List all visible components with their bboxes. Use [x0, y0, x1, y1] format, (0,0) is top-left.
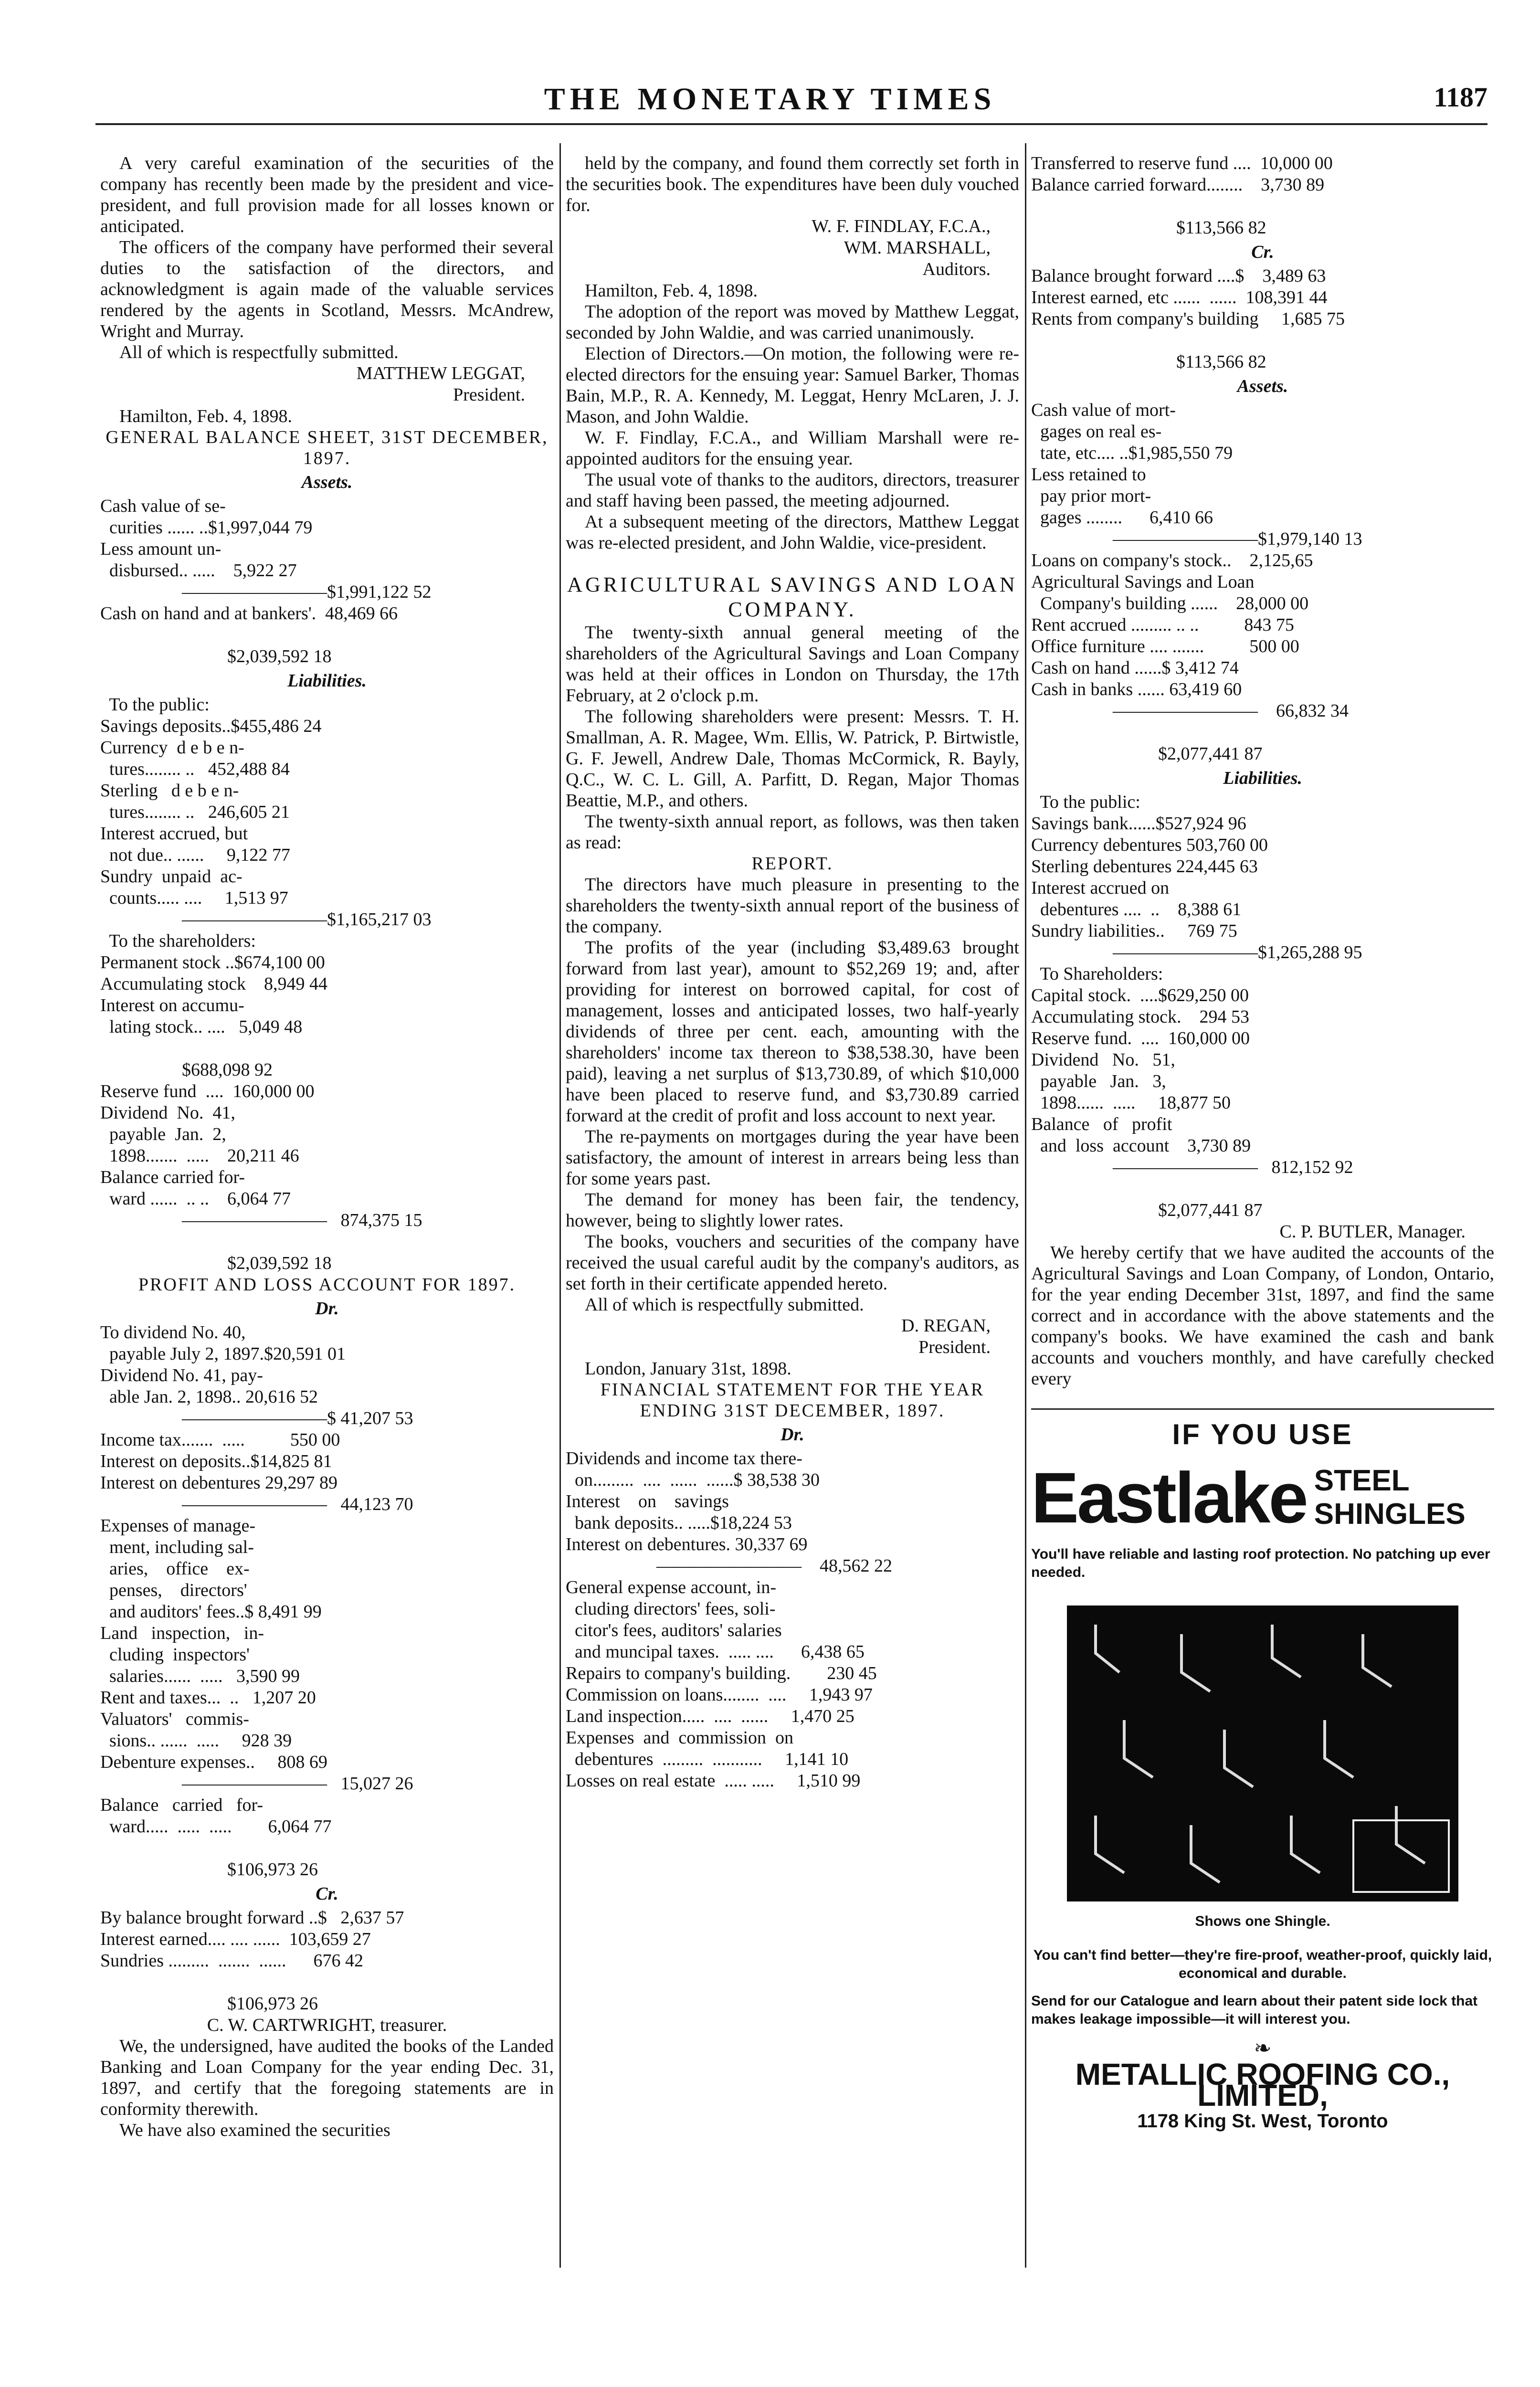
ledger-assets: Cash value of mort- gages on real es- tate, etc.... ..$1,985,550 79 Less retained to pay prior mort- gages ........ 6,410 66 ————————$1,979,140 13 Loans on company's stock.. 2,125,65 Agricultural Savings and Loan Company's building ...... 28,000 00 Rent accrued ......... .. .. 843 75 Office furniture .... ....... 500 00 Cash on hand ......$ 3,412 74 Cash in banks ...... 63,419 60 ———————— 66,832 34 $2,077,441 87 — [1031, 400, 1362, 764]
advertisement — [1031, 1408, 1494, 2132]
paragraph: The following shareholders were present: Messrs. T. H. Smallman, A. R. Magee, Wm. Ellis, W. Patrick, P. Birtwistle, G. F. Jewell, Andrew Dale, Thomas McCormick, R. Bayly, Q.C., W. C. L. Gill, A. Parfitt, D. Regan, Major Thomas Beattie, M.P., and others. — [566, 707, 1019, 811]
ledger-debit: Dividends and income tax there- on......... .... ...... ......$ 38,538 30 Interest on savings bank deposits.. .....$18,224 53 Interest on debentures. 30,337 69 ———————— 48,562 22 General expense account, in- cluding directors' fees, soli- citor's fees, auditors' salaries and muncipal taxes. ..... .... 6,438 65 Repairs to company's building. 230 45 Commission on loans........ .... 1,943 97 Land inspection..... .... ...... 1,470 25 Expenses and commission on debentures ......... ........... 1,141 10 Losses on real estate ..... ..... 1,510 99 — [566, 1448, 892, 1791]
paragraph: The profits of the year (including $3,489.63 brought forward from last year), amount to $52,269 19; and, after providing for interest on borrowed capital, for cost of management, losses and anticipated losses, two half-yearly dividends of three per cent. each, amounting with the shareholders' income tax thereon to $38,538.30, have been paid), leaving a net surplus of $13,730.89, of which $10,000 have been placed to reserve fund, and $3,730.89 carried forward at the credit of profit and loss account to next year. — [566, 938, 1019, 1126]
shingle-pattern-icon — [1067, 1605, 1458, 1901]
dateline: Hamilton, Feb. 4, 1898. — [585, 281, 758, 301]
ad-company: METALLIC ROOFING CO., LIMITED, — [1075, 2057, 1450, 2112]
section-title: FINANCIAL STATEMENT FOR THE YEAR ENDING 31ST DECEMBER, 1897. — [600, 1380, 985, 1421]
ledger-credit: By balance brought forward ..$ 2,637 57 Interest earned.... .... ...... 103,659 27 Sundries ......... ....... ...... 676 42 $106,973 26 — [100, 1908, 404, 2014]
ad-tag-line: STEEL — [1314, 1464, 1410, 1497]
paragraph: We have also examined the securities — [119, 2120, 390, 2140]
section-title: GENERAL BALANCE SHEET, 31ST DECEMBER, 1897. — [105, 427, 548, 468]
column-1 — [100, 153, 554, 2141]
section-heading: Cr. — [316, 1884, 338, 1904]
signature: D. REGAN, President. — [901, 1316, 991, 1357]
section-title: PROFIT AND LOSS ACCOUNT FOR 1897. — [138, 1275, 516, 1295]
paragraph: Election of Directors.—On motion, the following were re-elected directors for the ensuing year: Samuel Barker, Thomas Bain, M.P., R. A. Kennedy, M. Leggat, Henry McLaren, J. J. Mason, and John Waldie. — [566, 344, 1019, 427]
signature: C. W. CARTWRIGHT, treasurer. — [207, 2015, 447, 2035]
section-heading: REPORT. — [751, 854, 833, 874]
column-2 — [566, 153, 1019, 1792]
paragraph: The adoption of the report was moved by Matthew Leggat, seconded by John Waldie, and was carried unanimously. — [566, 302, 1019, 343]
dateline: London, January 31st, 1898. — [585, 1359, 791, 1379]
ad-address: 1178 King St. West, Toronto — [1137, 2111, 1388, 2132]
paragraph: The demand for money has been fair, the tendency, however, being to slightly lower rates. — [566, 1190, 1019, 1231]
dateline: Hamilton, Feb. 4, 1898. — [119, 406, 293, 426]
paragraph: The twenty-sixth annual general meeting of the shareholders of the Agricultural Savings and Loan Company was held at their offices in London on Thursday, the 17th February, at 2 o'clock p.m. — [566, 623, 1019, 706]
masthead — [0, 72, 1540, 129]
ad-caption: Shows one Shingle. — [1195, 1913, 1330, 1929]
ledger-assets: Cash value of se- curities ...... ..$1,997,044 79 Less amount un- disbursed.. ..... 5,922 27 ————————$1,991,122 52 Cash on hand and at bankers'. 48,469 66 $2,039,592 18 — [100, 496, 432, 666]
paragraph: All of which is respectfully submitted. — [585, 1295, 864, 1315]
ad-text: Send for our Catalogue and learn about their patent side lock that makes leakage impossible—it will interest you. — [1031, 1993, 1478, 2027]
section-heading: Assets. — [1237, 376, 1288, 396]
ad-text: You can't find better—they're fire-proof, weather-proof, quickly laid, economical and durable. — [1033, 1947, 1492, 1981]
article-title: AGRICULTURAL SAVINGS AND LOAN COMPANY. — [567, 573, 1018, 621]
masthead-rule — [95, 123, 1487, 125]
section-heading: Cr. — [1251, 242, 1274, 262]
paragraph: A very careful examination of the securities of the company has recently been made by the president and vice-president, and full provision made for all losses known or anticipated. — [100, 153, 554, 236]
section-heading: Liabilities. — [1223, 768, 1302, 788]
signature: C. P. BUTLER, Manager. — [1279, 1222, 1466, 1242]
ad-tag-line: SHINGLES — [1314, 1498, 1466, 1531]
paragraph: The re-payments on mortgages during the year have been satisfactory, the amount of interest in arrears being less than for some years past. — [566, 1127, 1019, 1189]
column-divider — [1025, 143, 1026, 2268]
paragraph: The directors have much pleasure in presenting to the shareholders the twenty-sixth annual report of the business of the company. — [566, 875, 1019, 937]
signature: MATTHEW LEGGAT, President. — [356, 363, 525, 405]
masthead-title: THE MONETARY TIMES — [544, 82, 996, 116]
paragraph: The officers of the company have performed their several duties to the satisfaction of the directors, and acknowledgment is again made of the valuable services rendered by the agents in Scotland, Messrs. McAndrew, Wright and Murray. — [100, 237, 554, 341]
paragraph: The twenty-sixth annual report, as follows, was then taken as read: — [566, 812, 1019, 853]
section-heading: Dr. — [315, 1299, 339, 1319]
ledger-credit: Balance brought forward ....$ 3,489 63 Interest earned, etc ...... ...... 108,391 44 Rents from company's building 1,685 75 $113,566 82 — [1031, 266, 1345, 372]
paragraph: At a subsequent meeting of the directors, Matthew Leggat was re-elected president, and John Waldie, vice-president. — [566, 512, 1019, 553]
paragraph: The usual vote of thanks to the auditors, directors, treasurer and staff having been passed, the meeting adjourned. — [566, 470, 1019, 511]
ledger-debit: To dividend No. 40, payable July 2, 1897.$20,591 01 Dividend No. 41, pay- able Jan. 2, 1898.. 20,616 52 ————————$ 41,207 53 Income tax....... ..... 550 00 Interest on deposits..$14,825 81 Interest on debentures 29,297 89 ———————— 44,123 70 Expenses of manage- ment, including sal- aries, office ex- penses, directors' and auditors' fees..$ 8,491 99 Land inspection, in- cluding inspectors' salaries...... ..... 3,590 99 Rent and taxes... .. 1,207 20 Valuators' commis- sions.. ...... ..... 928 39 Debenture expenses.. 808 69 ———————— 15,027 26 Balance carried for- ward..... ..... ..... 6,064 77 $106,973 26 — [100, 1322, 413, 1880]
section-heading: Liabilities. — [287, 671, 367, 691]
column-divider — [559, 143, 561, 2268]
ad-text: You'll have reliable and lasting roof protection. No patching up ever needed. — [1031, 1546, 1490, 1580]
column-3 — [1031, 153, 1494, 2132]
ad-brand — [1031, 1459, 1494, 1536]
signature: W. F. FINDLAY, F.C.A., WM. MARSHALL, Auditors. — [812, 216, 991, 279]
ledger-liabilities: To the public: Savings deposits..$455,486 24 Currency d e b e n- tures........ .. 452,488 84 Sterling d e b e n- tures........ .. 246,605 21 Interest accrued, but not due.. ...... 9,122 77 Sundry unpaid ac- counts..... .... 1,513 97 ————————$1,165,217 03 To the shareholders: Permanent stock ..$674,100 00 Accumulating stock 8,949 44 Interest on accumu- lating stock.. .... 5,049 48 $688,098 92 Reserve fund .... 160,000 00 Dividend No. 41, payable Jan. 2, 1898....... ..... 20,211 46 Balance carried for- ward ...... .. .. 6,064 77 ———————— 874,375 15 $2,039,592 18 — [100, 695, 432, 1273]
section-heading: Dr. — [781, 1425, 804, 1445]
ad-brand-tag — [1307, 1464, 1466, 1531]
page-number: 1187 — [1434, 82, 1487, 113]
ornament-icon: ❧ — [1254, 2037, 1272, 2060]
paragraph: All of which is respectfully submitted. — [119, 342, 399, 362]
paragraph: W. F. Findlay, F.C.A., and William Marshall were re-appointed auditors for the ensuing year. — [566, 428, 1019, 469]
paragraph: We, the undersigned, have audited the books of the Landed Banking and Loan Company for the year ending Dec. 31, 1897, and certify that the foregoing statements are in conformity therewith. — [100, 2036, 554, 2119]
section-heading: Assets. — [301, 472, 353, 492]
shingle-illustration — [1067, 1605, 1458, 1901]
ad-brand-name: Eastlake — [1031, 1458, 1307, 1538]
paragraph: The books, vouchers and securities of the company have received the usual careful audit by the company's auditors, as set forth in their certificate appended hereto. — [566, 1232, 1019, 1294]
paragraph: held by the company, and found them correctly set forth in the securities book. The expenditures have been duly vouched for. — [566, 153, 1019, 215]
ledger-liabilities: To the public: Savings bank......$527,924 96 Currency debentures 503,760 00 Sterling debentures 224,445 63 Interest accrued on debentures .... .. 8,388 61 Sundry liabilities.. 769 75 ————————$1,265,288 95 To Shareholders: Capital stock. ....$629,250 00 Accumulating stock. 294 53 Reserve fund. .... 160,000 00 Dividend No. 51, payable Jan. 3, 1898...... ..... 18,877 50 Balance of profit and loss account 3,730 89 ———————— 812,152 92 $2,077,441 87 — [1031, 792, 1362, 1220]
ad-headline: IF YOU USE — [1172, 1418, 1353, 1450]
ledger-continued: Transferred to reserve fund .... 10,000 00 Balance carried forward........ 3,730 89 $113,566 82 — [1031, 153, 1333, 238]
paragraph: We hereby certify that we have audited the accounts of the Agricultural Savings and Loan Company, of London, Ontario, for the year ending December 31st, 1897, and find the same correct and in accordance with the above statements and the company's books. We have examined the cash and bank accounts and vouchers monthly, and have carefully checked every — [1031, 1243, 1494, 1389]
